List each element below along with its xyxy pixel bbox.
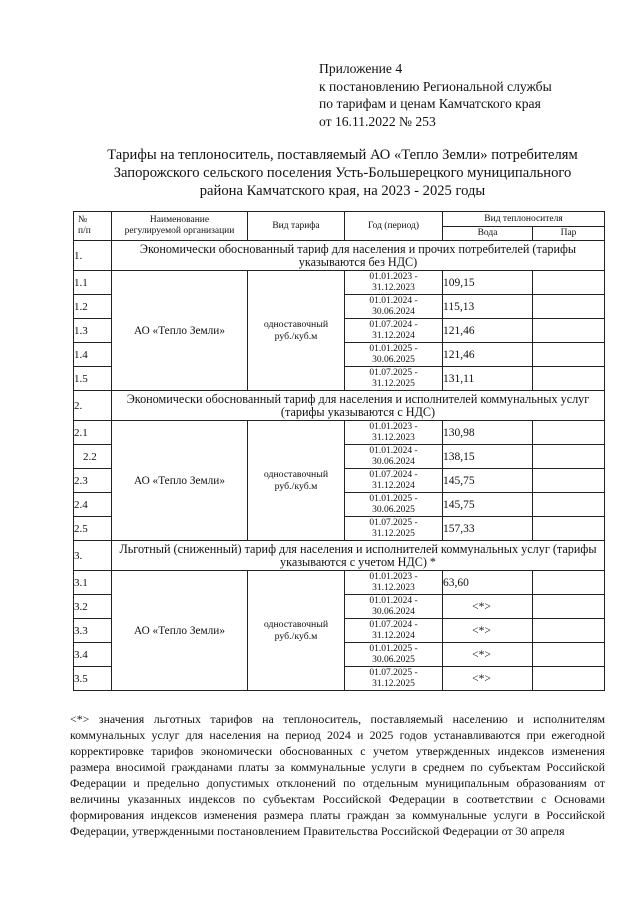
water-value-text: <*>	[472, 624, 491, 637]
period-cell	[345, 643, 443, 667]
steam-value	[533, 319, 605, 343]
row-num: 1.3	[74, 319, 112, 343]
appendix-line: от 16.11.2022 № 253	[319, 113, 436, 129]
period-cell	[345, 271, 443, 295]
steam-value	[533, 271, 605, 295]
period-cell	[345, 493, 443, 517]
period-from: 01.07.2025 -	[369, 518, 418, 528]
period-from: 01.07.2025 -	[369, 368, 418, 378]
section-title: Льготный (сниженный) тариф для населения и исполнителей коммунальных услуг (тарифы указываются с учетом НДС) *	[112, 541, 605, 571]
period-to: 31.12.2025	[372, 528, 415, 539]
period-to: 31.12.2024	[372, 480, 415, 491]
period-from: 01.01.2025 -	[369, 494, 418, 504]
period-to: 31.12.2024	[372, 630, 415, 641]
water-value-text: 121,46	[443, 348, 475, 361]
footnote	[70, 711, 605, 839]
appendix-header	[319, 60, 619, 130]
water-value-text: 109,15	[443, 276, 475, 289]
table-row	[74, 421, 605, 445]
tariff-kind-type: одноставочный	[263, 618, 329, 630]
tariff-kind	[248, 271, 345, 391]
period-cell	[345, 667, 443, 691]
period-from: 01.01.2025 -	[369, 644, 418, 654]
period-from: 01.07.2025 -	[369, 668, 418, 678]
row-num: 2.1	[74, 421, 112, 445]
section-num: 2.	[74, 391, 112, 421]
row-num: 2.5	[74, 517, 112, 541]
table-header-row	[74, 212, 605, 227]
water-value	[443, 619, 533, 643]
row-num: 2.2	[74, 445, 112, 469]
water-value	[443, 493, 533, 517]
period-to: 31.12.2025	[372, 678, 415, 689]
water-value-text: 145,75	[443, 498, 475, 511]
title-line: Запорожского сельского поселения Усть-Большерецкого муниципального	[113, 165, 572, 181]
water-value	[443, 295, 533, 319]
period-to: 31.12.2024	[372, 330, 415, 341]
header-num-line2: п/п	[78, 226, 91, 236]
period-cell	[345, 619, 443, 643]
title-line: района Камчатского края, на 2023 - 2025 годы	[199, 183, 486, 199]
tariff-table	[73, 211, 605, 691]
period-to: 31.12.2023	[372, 582, 415, 593]
section-row	[74, 241, 605, 271]
tariff-kind	[248, 571, 345, 691]
table-row	[74, 571, 605, 595]
row-num: 2.3	[74, 469, 112, 493]
header-carrier: Вид теплоносителя	[443, 212, 605, 227]
water-value	[443, 595, 533, 619]
water-value-text: 63,60	[443, 576, 469, 589]
water-value	[443, 643, 533, 667]
period-cell	[345, 421, 443, 445]
period-cell	[345, 445, 443, 469]
steam-value	[533, 667, 605, 691]
period-cell	[345, 571, 443, 595]
period-from: 01.01.2023 -	[369, 272, 418, 282]
title-line: Тарифы на теплоноситель, поставляемый АО «Тепло Земли» потребителям	[107, 147, 578, 163]
period-cell	[345, 319, 443, 343]
tariff-kind-unit: руб./куб.м	[274, 480, 318, 492]
period-cell	[345, 469, 443, 493]
period-to: 30.06.2024	[372, 456, 415, 467]
steam-value	[533, 367, 605, 391]
period-cell	[345, 367, 443, 391]
water-value-text: 145,75	[443, 474, 475, 487]
header-kind: Вид тарифа	[248, 212, 345, 241]
row-num: 1.5	[74, 367, 112, 391]
period-from: 01.07.2024 -	[369, 320, 418, 330]
water-value	[443, 343, 533, 367]
header-num-line1: №	[78, 215, 88, 225]
steam-value	[533, 619, 605, 643]
section-row	[74, 541, 605, 571]
steam-value	[533, 517, 605, 541]
period-to: 30.06.2025	[372, 504, 415, 515]
org-name: АО «Тепло Земли»	[112, 421, 248, 541]
water-value	[443, 367, 533, 391]
water-value-text: 121,46	[443, 324, 475, 337]
water-value-text: 157,33	[443, 522, 475, 535]
water-value-text: <*>	[472, 600, 491, 613]
header-org	[112, 212, 248, 241]
period-to: 30.06.2025	[372, 354, 415, 365]
org-name: АО «Тепло Земли»	[112, 271, 248, 391]
header-num	[74, 212, 112, 241]
header-water: Вода	[443, 227, 533, 241]
row-num: 3.1	[74, 571, 112, 595]
period-cell	[345, 295, 443, 319]
row-num: 3.4	[74, 643, 112, 667]
water-value	[443, 445, 533, 469]
header-org-line2: регулируемой организации	[124, 226, 235, 236]
period-from: 01.01.2024 -	[369, 446, 418, 456]
document-title	[70, 146, 615, 200]
period-from: 01.01.2024 -	[369, 296, 418, 306]
section-num: 3.	[74, 541, 112, 571]
tariff-kind-type: одноставочный	[263, 468, 329, 480]
water-value	[443, 469, 533, 493]
period-to: 30.06.2024	[372, 606, 415, 617]
period-from: 01.01.2024 -	[369, 596, 418, 606]
section-row	[74, 391, 605, 421]
steam-value	[533, 343, 605, 367]
tariff-kind-unit: руб./куб.м	[274, 630, 318, 642]
water-value-text: <*>	[472, 648, 491, 661]
steam-value	[533, 571, 605, 595]
period-from: 01.07.2024 -	[369, 620, 418, 630]
header-period: Год (период)	[345, 212, 443, 241]
section-title: Экономически обоснованный тариф для населения и исполнителей коммунальных услуг (тарифы указываются с НДС)	[112, 391, 605, 421]
table-row	[74, 271, 605, 295]
row-num: 1.4	[74, 343, 112, 367]
period-cell	[345, 517, 443, 541]
steam-value	[533, 493, 605, 517]
water-value	[443, 571, 533, 595]
period-cell	[345, 343, 443, 367]
period-to: 31.12.2023	[372, 432, 415, 443]
row-num: 3.5	[74, 667, 112, 691]
header-org-line1: Наименование	[149, 215, 210, 225]
org-name: АО «Тепло Земли»	[112, 571, 248, 691]
period-from: 01.01.2023 -	[369, 422, 418, 432]
period-to: 30.06.2025	[372, 654, 415, 665]
tariff-kind-unit: руб./куб.м	[274, 330, 318, 342]
water-value	[443, 271, 533, 295]
period-from: 01.07.2024 -	[369, 470, 418, 480]
period-to: 31.12.2023	[372, 282, 415, 293]
appendix-line: по тарифам и ценам Камчатского края	[319, 96, 541, 111]
water-value-text: 131,11	[443, 372, 475, 385]
appendix-line: к постановлению Региональной службы	[319, 78, 552, 94]
water-value-text: 130,98	[443, 426, 475, 439]
row-num: 1.1	[74, 271, 112, 295]
water-value-text: 115,13	[443, 300, 475, 313]
tariff-kind-type: одноставочный	[263, 318, 329, 330]
row-num: 3.3	[74, 619, 112, 643]
steam-value	[533, 595, 605, 619]
water-value-text: 138,15	[443, 450, 475, 463]
steam-value	[533, 445, 605, 469]
water-value	[443, 517, 533, 541]
period-from: 01.01.2023 -	[369, 572, 418, 582]
water-value-text: <*>	[472, 672, 491, 685]
tariff-kind	[248, 421, 345, 541]
period-to: 30.06.2024	[372, 306, 415, 317]
steam-value	[533, 421, 605, 445]
period-cell	[345, 595, 443, 619]
period-to: 31.12.2025	[372, 378, 415, 389]
footnote-text: <*> значения льготных тарифов на теплоноситель, поставляемый населению и исполнителям коммунальных услуг для населения на период 2024 и 2025 годов устанавливаются при ежегодной корректировке тарифов экономически обоснованных с учетом утвержденных индексов изменения размера вносимой гражданами платы за коммунальные услуги в среднем по субъектам Российской Федерации и предельно допустимых отклонений по отдельным муниципальным образованиям от величины указанных индексов по субъектам Российской Федерации в соответствии с Основами формирования индексов изменения размера платы граждан за коммунальные услуги в Российской Федерации, утвержденными постановлением Правительства Российской Федерации от 30 апреля	[70, 712, 605, 838]
steam-value	[533, 469, 605, 493]
steam-value	[533, 295, 605, 319]
section-title: Экономически обоснованный тариф для населения и прочих потребителей (тарифы указываются без НДС)	[112, 241, 605, 271]
steam-value	[533, 643, 605, 667]
section-num: 1.	[74, 241, 112, 271]
row-num: 3.2	[74, 595, 112, 619]
period-from: 01.01.2025 -	[369, 344, 418, 354]
appendix-line: Приложение 4	[319, 61, 403, 76]
header-steam: Пар	[533, 227, 605, 241]
water-value	[443, 667, 533, 691]
water-value	[443, 421, 533, 445]
row-num: 2.4	[74, 493, 112, 517]
water-value	[443, 319, 533, 343]
row-num: 1.2	[74, 295, 112, 319]
